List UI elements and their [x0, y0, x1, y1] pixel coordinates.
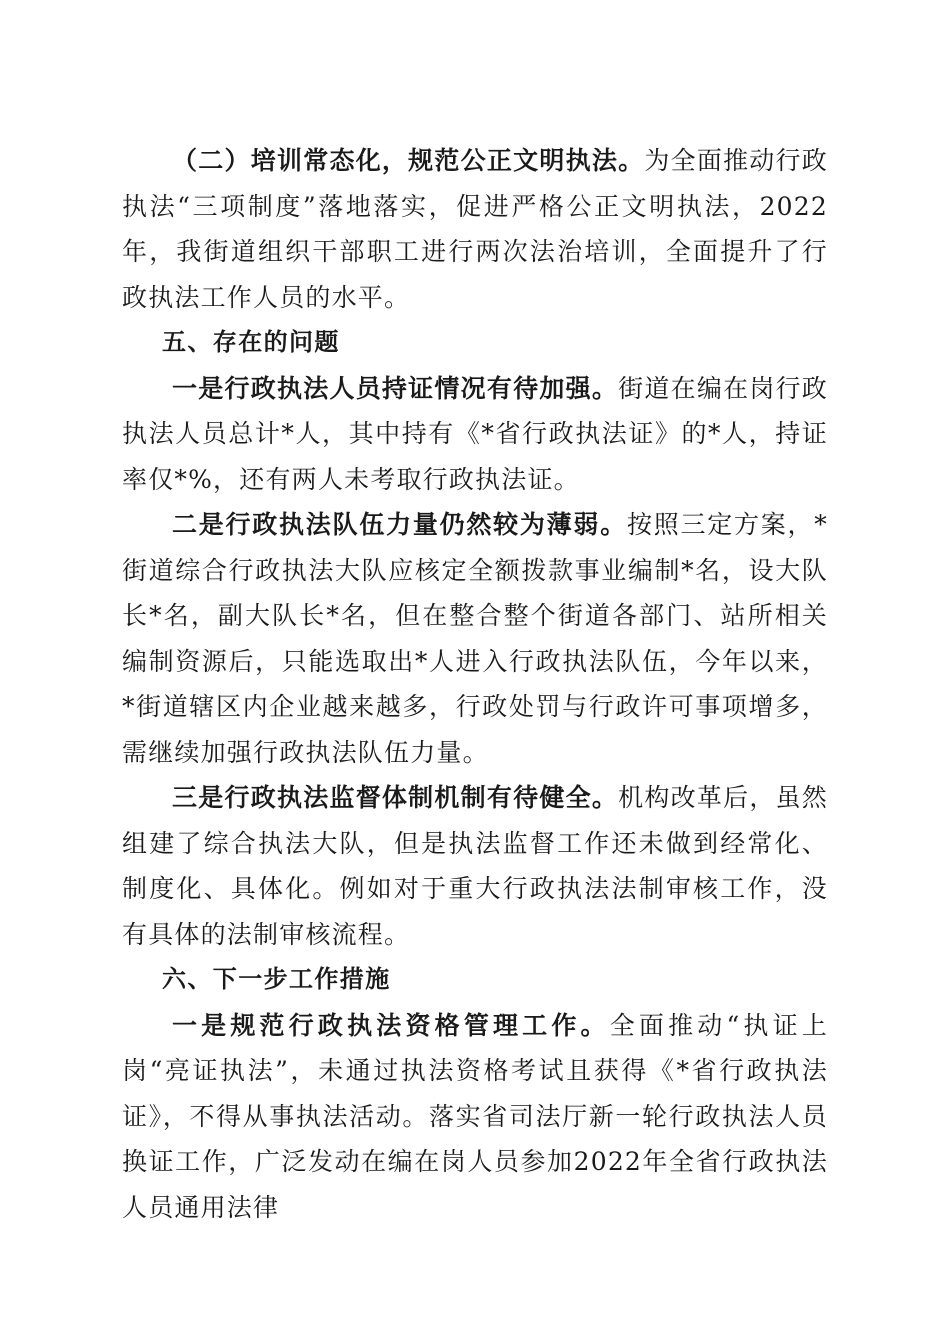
paragraph-measure-1	[122, 1003, 828, 1231]
paragraph-problem-3	[122, 775, 828, 957]
paragraph-text: 全面推动“执证上岗“亮证执法”，未通过执法资格考试且获得《*省行政执法证》，不得从事执法活动。落实省司法厅新一轮行政执法人员换证工作，广泛发动在编在岗人员参加2022年全省行政执法人员通用法律	[122, 1010, 828, 1222]
paragraph-lead: 三是行政执法监督体制机制有待健全。	[172, 783, 619, 812]
paragraph-problem-1	[122, 366, 828, 503]
section-heading-next-steps: 六、下一步工作措施	[162, 965, 391, 993]
paragraph-lead: 二是行政执法队伍力量仍然较为薄弱。	[172, 510, 627, 539]
section-heading-problems: 五、存在的问题	[162, 328, 340, 356]
paragraph-lead: 一是行政执法人员持证情况有待加强。	[172, 373, 619, 403]
paragraph-text: 为全面推动行政执法“三项制度”落地落实，促进严格公正文明执法，2022年，我街道组织干部职工进行两次法治培训，全面提升了行政执法工作人员的水平。	[122, 146, 828, 312]
paragraph-text: 按照三定方案，*街道综合行政执法大队应核定全额拨款事业编制*名，设大队长*名，副大队长*名，但在整合整个街道各部门、站所相关编制资源后，只能选取出*人进入行政执法队伍，今年以来，*街道辖区内企业越来越多，行政处罚与行政许可事项增多，需继续加强行政执法队伍力量。	[122, 510, 828, 767]
paragraph-lead: （二）培训常态化，规范公正文明执法。	[172, 146, 645, 175]
paragraph-lead: 一是规范行政执法资格管理工作。	[172, 1010, 610, 1040]
paragraph-training	[122, 138, 828, 320]
paragraph-problem-2	[122, 502, 828, 775]
document-body	[122, 138, 828, 1230]
paragraph-text: 街道在编在岗行政执法人员总计*人，其中持有《*省行政执法证》的*人，持证率仅*%，还有两人未考取行政执法证。	[122, 373, 828, 494]
paragraph-text: 机构改革后，虽然组建了综合执法大队，但是执法监督工作还未做到经常化、制度化、具体化。例如对于重大行政执法法制审核工作，没有具体的法制审核流程。	[122, 783, 828, 949]
